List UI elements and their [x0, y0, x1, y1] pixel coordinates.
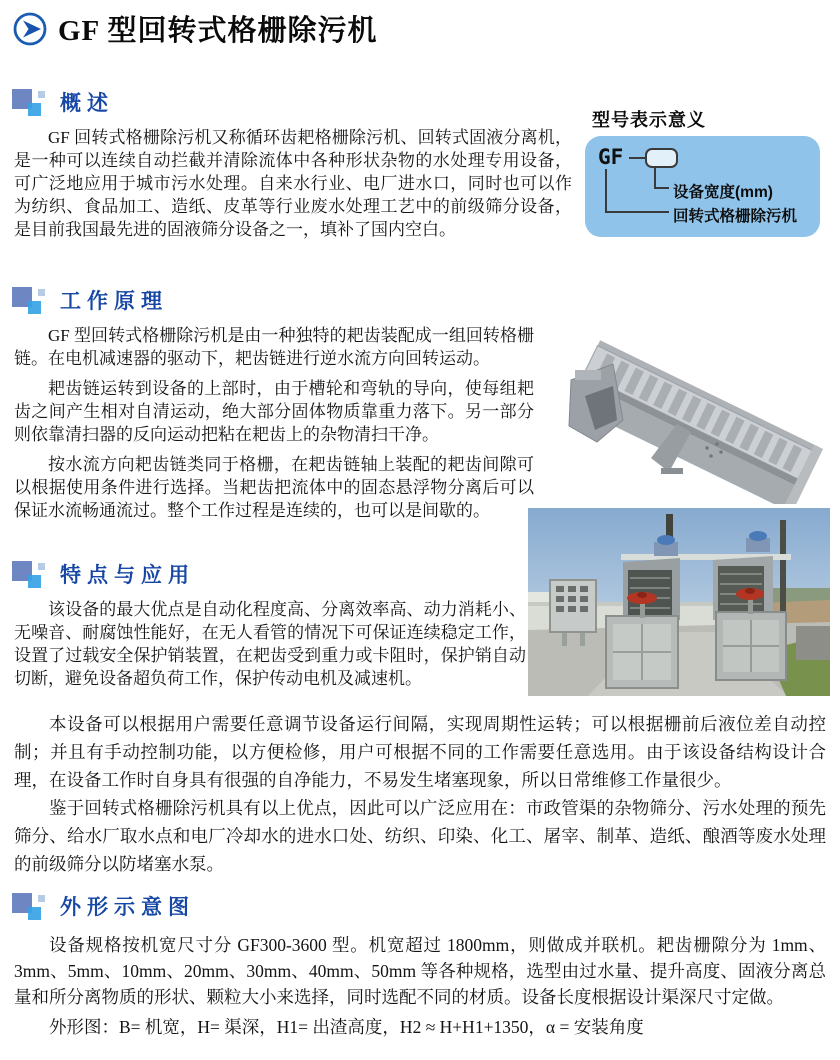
paragraph: 设备规格按机宽尺寸分 GF300-3600 型。机宽超过 1800mm，则做成并联机。耙齿栅隙分为 1mm、3mm、5mm、10mm、20mm、30mm、40mm、50mm 等各种规格，选型由过水量、提升高度、固液分离总量和所分离物质的形状、颗粒大小来选择，同时选配不同的材质。设备长度根据设计渠深尺寸定做。: [14, 935, 826, 1007]
section-heading-features: [12, 558, 195, 590]
model-width-label: 设备宽度(mm): [673, 184, 773, 201]
page-title: GF 型回转式格栅除污机: [58, 15, 378, 47]
paragraph: 该设备的最大优点是自动化程度高、分离效率高、动力消耗小、无噪音、耐腐蚀性能好，在无人看管的情况下可保证连续稳定工作，设置了过载安全保护销装置，在耙齿受到重力或卡阻时，保护销自动切断，避免设备超负荷工作，保护传动电机及减速机。: [14, 600, 526, 688]
features-heading: 特点与应用: [60, 564, 195, 587]
paragraph: 耙齿链运转到设备的上部时，由于槽轮和弯轨的导向，使每组耙齿之间产生相对自清运动，绝大部分固体物质靠重力落下。另一部分则依靠清扫器的反向运动把粘在耙齿上的杂物清扫干净。: [14, 379, 534, 444]
principle-heading: 工作原理: [60, 290, 168, 313]
squares-icon: [12, 86, 46, 118]
paragraph: GF 型回转式格栅除污机是由一种独特的耙齿装配成一组回转格栅链。在电机减速器的驱动下，耙齿链进行逆水流方向回转运动。: [14, 326, 534, 368]
section-heading-outline: [12, 890, 195, 922]
section-heading-principle: [12, 284, 168, 316]
paragraph: 鉴于回转式格栅除污机具有以上优点，因此可以广泛应用在：市政管渠的杂物筛分、污水处理的预先筛分、给水厂取水点和电厂冷却水的进水口处、纺织、印染、化工、屠宰、制革、造纸、酿酒等废水处理的前级筛分以防堵塞水泵。: [14, 798, 826, 874]
title-row: [12, 8, 377, 49]
paragraph: 外形图：B= 机宽，H= 渠深，H1= 出渣高度，H2 ≈ H+H1+1350，α = 安装角度: [49, 1017, 644, 1037]
outline-heading: 外形示意图: [60, 896, 195, 919]
model-panel-title: 型号表示意义: [592, 110, 706, 130]
outline-text: [14, 932, 826, 1040]
section-heading-overview: [12, 86, 114, 118]
paragraph: 本设备可以根据用户需要任意调节设备运行间隔，实现周期性运转；可以根据栅前后液位差自动控制；并且有手动控制功能，以方便检修，用户可根据不同的工作需要任意选用。由于该设备结构设计合理，在设备工作时自身具有很强的自净能力，不易发生堵塞现象，所以日常维修工作量很少。: [14, 714, 826, 790]
principle-text: [14, 324, 534, 529]
installation-photo: [528, 508, 830, 696]
squares-icon: [12, 558, 46, 590]
overview-paragraph: GF 回转式格栅除污机又称循环齿耙格栅除污机、回转式固液分离机，是一种可以连续自动拦截并清除流体中各种形状杂物的水处理专用设备，可广泛地应用于城市污水处理。自来水行业、电厂进水口，同时也可以作为纺织、食品加工、造纸、皮革等行业废水处理工艺中的前级筛分设备，是目前我国最先进的固液筛分设备之一，填补了国内空白。: [14, 128, 572, 239]
arrow-circle-icon: [12, 11, 48, 47]
model-designation-panel: [585, 136, 820, 237]
paragraph: 按水流方向耙齿链类同于格栅，在耙齿链轴上装配的耙齿间隙可以根据使用条件进行选择。当耙齿把流体中的固态悬浮物分离后可以保证水流畅通流过。整个工作过程是连续的，也可以是间歇的。: [14, 455, 534, 520]
squares-icon: [12, 890, 46, 922]
model-prefix: GF: [598, 145, 624, 169]
squares-icon: [12, 284, 46, 316]
overview-heading: 概述: [60, 92, 114, 115]
model-machine-label: 回转式格栅除污机: [673, 208, 798, 225]
product-render-image: [555, 330, 823, 504]
